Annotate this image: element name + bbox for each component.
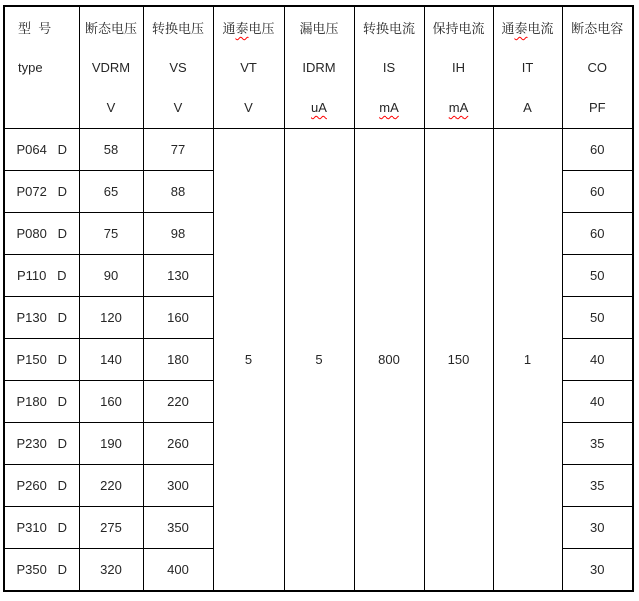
vs-cell: 180 <box>143 339 213 381</box>
header-vs-unit: V <box>173 100 183 115</box>
vs-cell: 130 <box>143 255 213 297</box>
header-vs <box>143 6 213 129</box>
vdrm-cell: 220 <box>79 465 143 507</box>
header-is <box>354 6 424 129</box>
header-co <box>562 6 633 129</box>
is-merged-cell: 800 <box>354 129 424 592</box>
header-it-zh-post: 电流 <box>527 21 554 36</box>
header-ih-symbol: IH <box>452 60 465 75</box>
header-is-zh: 转换电流 <box>362 21 415 36</box>
model-cell: P260 D <box>4 465 79 507</box>
vs-cell: 400 <box>143 549 213 592</box>
header-vs-zh: 转换电压 <box>151 21 204 36</box>
header-it-zh-pre: 通 <box>501 21 515 36</box>
header-co-symbol: CO <box>587 60 607 75</box>
co-cell: 30 <box>562 549 633 592</box>
header-it-symbol: IT <box>521 60 534 75</box>
header-is-symbol: IS <box>382 60 396 75</box>
co-cell: 35 <box>562 465 633 507</box>
header-idrm-unit <box>285 88 354 128</box>
model-cell: P072 D <box>4 171 79 213</box>
vs-cell: 98 <box>143 213 213 255</box>
header-idrm-symbol: IDRM <box>302 60 336 75</box>
vs-cell: 160 <box>143 297 213 339</box>
co-cell: 35 <box>562 423 633 465</box>
model-cell: P230 D <box>4 423 79 465</box>
header-vt-unit: V <box>244 100 253 115</box>
header-it-zh-wavy: 泰 <box>514 21 528 36</box>
vt-merged-cell: 5 <box>213 129 284 592</box>
co-cell: 50 <box>562 297 633 339</box>
co-cell: 60 <box>562 213 633 255</box>
header-vdrm-unit: V <box>106 100 116 115</box>
header-model-zh: 型 号 <box>18 21 52 36</box>
header-idrm-unit-text: uA <box>311 100 327 115</box>
header-model-unit <box>5 88 79 128</box>
model-cell: P310 D <box>4 507 79 549</box>
vs-cell: 77 <box>143 129 213 171</box>
header-idrm-zh: 漏电压 <box>299 21 339 36</box>
header-it <box>493 6 562 129</box>
header-ih <box>424 6 493 129</box>
vdrm-cell: 90 <box>79 255 143 297</box>
header-vdrm-symbol: VDRM <box>91 60 131 75</box>
model-cell: P110 D <box>4 255 79 297</box>
header-is-unit <box>355 88 424 128</box>
model-cell: P180 D <box>4 381 79 423</box>
header-model-en: type <box>18 60 43 75</box>
header-it-unit: A <box>523 100 532 115</box>
header-idrm <box>284 6 354 129</box>
vdrm-cell: 65 <box>79 171 143 213</box>
co-cell: 40 <box>562 381 633 423</box>
header-row <box>4 6 633 129</box>
vdrm-cell: 75 <box>79 213 143 255</box>
vdrm-cell: 160 <box>79 381 143 423</box>
header-vt-zh-wavy: 泰 <box>235 21 249 36</box>
ih-merged-cell: 150 <box>424 129 493 592</box>
vdrm-cell: 190 <box>79 423 143 465</box>
model-cell: P350 D <box>4 549 79 592</box>
header-is-unit-text: mA <box>379 100 399 115</box>
vdrm-cell: 58 <box>79 129 143 171</box>
idrm-merged-cell: 5 <box>284 129 354 592</box>
vs-cell: 350 <box>143 507 213 549</box>
co-cell: 60 <box>562 129 633 171</box>
header-vdrm <box>79 6 143 129</box>
header-vt-zh-pre: 通 <box>222 21 236 36</box>
vdrm-cell: 320 <box>79 549 143 592</box>
header-ih-zh: 保持电流 <box>432 21 485 36</box>
table-row <box>4 129 633 171</box>
header-co-zh: 断态电容 <box>571 21 624 36</box>
header-vdrm-zh: 断态电压 <box>84 21 137 36</box>
header-vt-zh <box>214 8 284 48</box>
header-vt-zh-post: 电压 <box>248 21 275 36</box>
header-ih-unit <box>425 88 493 128</box>
header-co-unit: PF <box>588 100 606 115</box>
vdrm-cell: 120 <box>79 297 143 339</box>
vdrm-cell: 140 <box>79 339 143 381</box>
co-cell: 40 <box>562 339 633 381</box>
header-ih-unit-text: mA <box>448 100 469 115</box>
it-merged-cell: 1 <box>493 129 562 592</box>
vdrm-cell: 275 <box>79 507 143 549</box>
model-cell: P130 D <box>4 297 79 339</box>
model-cell: P150 D <box>4 339 79 381</box>
vs-cell: 260 <box>143 423 213 465</box>
co-cell: 60 <box>562 171 633 213</box>
spec-table <box>3 5 634 592</box>
header-it-zh <box>494 8 562 48</box>
model-cell: P080 D <box>4 213 79 255</box>
model-cell: P064 D <box>4 129 79 171</box>
header-vs-symbol: VS <box>169 60 187 75</box>
header-model <box>4 6 79 129</box>
header-vt-symbol: VT <box>240 60 257 75</box>
vs-cell: 88 <box>143 171 213 213</box>
vs-cell: 300 <box>143 465 213 507</box>
header-vt <box>213 6 284 129</box>
vs-cell: 220 <box>143 381 213 423</box>
co-cell: 50 <box>562 255 633 297</box>
co-cell: 30 <box>562 507 633 549</box>
